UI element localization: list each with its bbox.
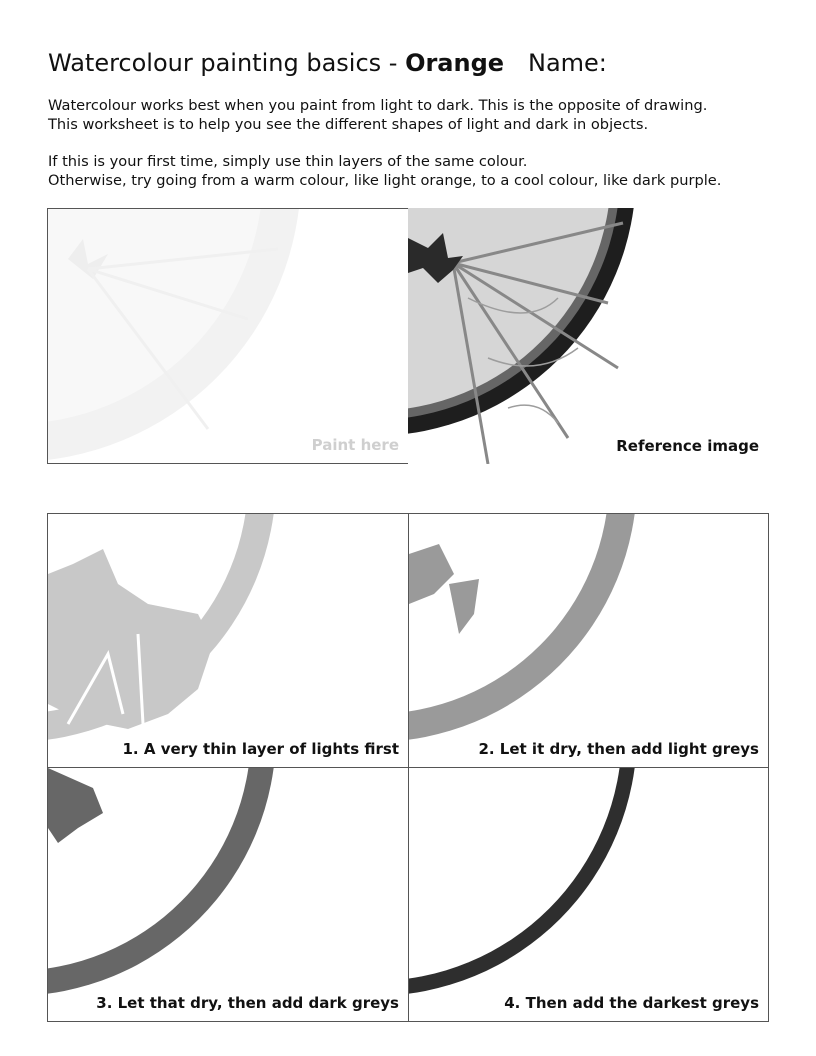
step-2-caption: 2. Let it dry, then add light greys	[478, 740, 759, 758]
step-2-panel[interactable]	[408, 513, 769, 768]
step-1-caption: 1. A very thin layer of lights first	[122, 740, 399, 758]
step-1-panel[interactable]	[47, 513, 409, 768]
intro-line-3: If this is your first time, simply use thin layers of the same colour.	[48, 153, 528, 170]
step-1-light-shapes-image	[48, 514, 409, 768]
faint-orange-outline-image	[48, 209, 409, 464]
intro-line-4: Otherwise, try going from a warm colour, like light orange, to a cool colour, like dark purple.	[48, 172, 722, 189]
title-prefix: Watercolour painting basics -	[48, 49, 406, 77]
step-3-caption: 3. Let that dry, then add dark greys	[96, 994, 399, 1012]
intro-text	[48, 96, 788, 190]
step-4-caption: 4. Then add the darkest greys	[504, 994, 759, 1012]
intro-line-2: This worksheet is to help you see the different shapes of light and dark in objects.	[48, 116, 649, 133]
step-4-panel[interactable]	[408, 767, 769, 1022]
step-2-light-grey-shapes-image	[409, 514, 769, 768]
orange-slice-reference-image	[408, 208, 768, 464]
reference-image-caption: Reference image	[616, 437, 759, 455]
step-3-panel[interactable]	[47, 767, 409, 1022]
paint-here-caption: Paint here	[311, 436, 399, 454]
page-title	[48, 47, 504, 79]
step-3-dark-grey-shapes-image	[48, 768, 409, 1022]
intro-line-1: Watercolour works best when you paint from light to dark. This is the opposite of drawing.	[48, 97, 708, 114]
intro-spacer	[48, 134, 788, 152]
title-subject: Orange	[405, 49, 505, 77]
step-4-darkest-grey-shapes-image	[409, 768, 769, 1022]
reference-image-panel	[408, 208, 768, 464]
paint-here-panel[interactable]	[47, 208, 409, 464]
name-label: Name:	[528, 49, 607, 77]
